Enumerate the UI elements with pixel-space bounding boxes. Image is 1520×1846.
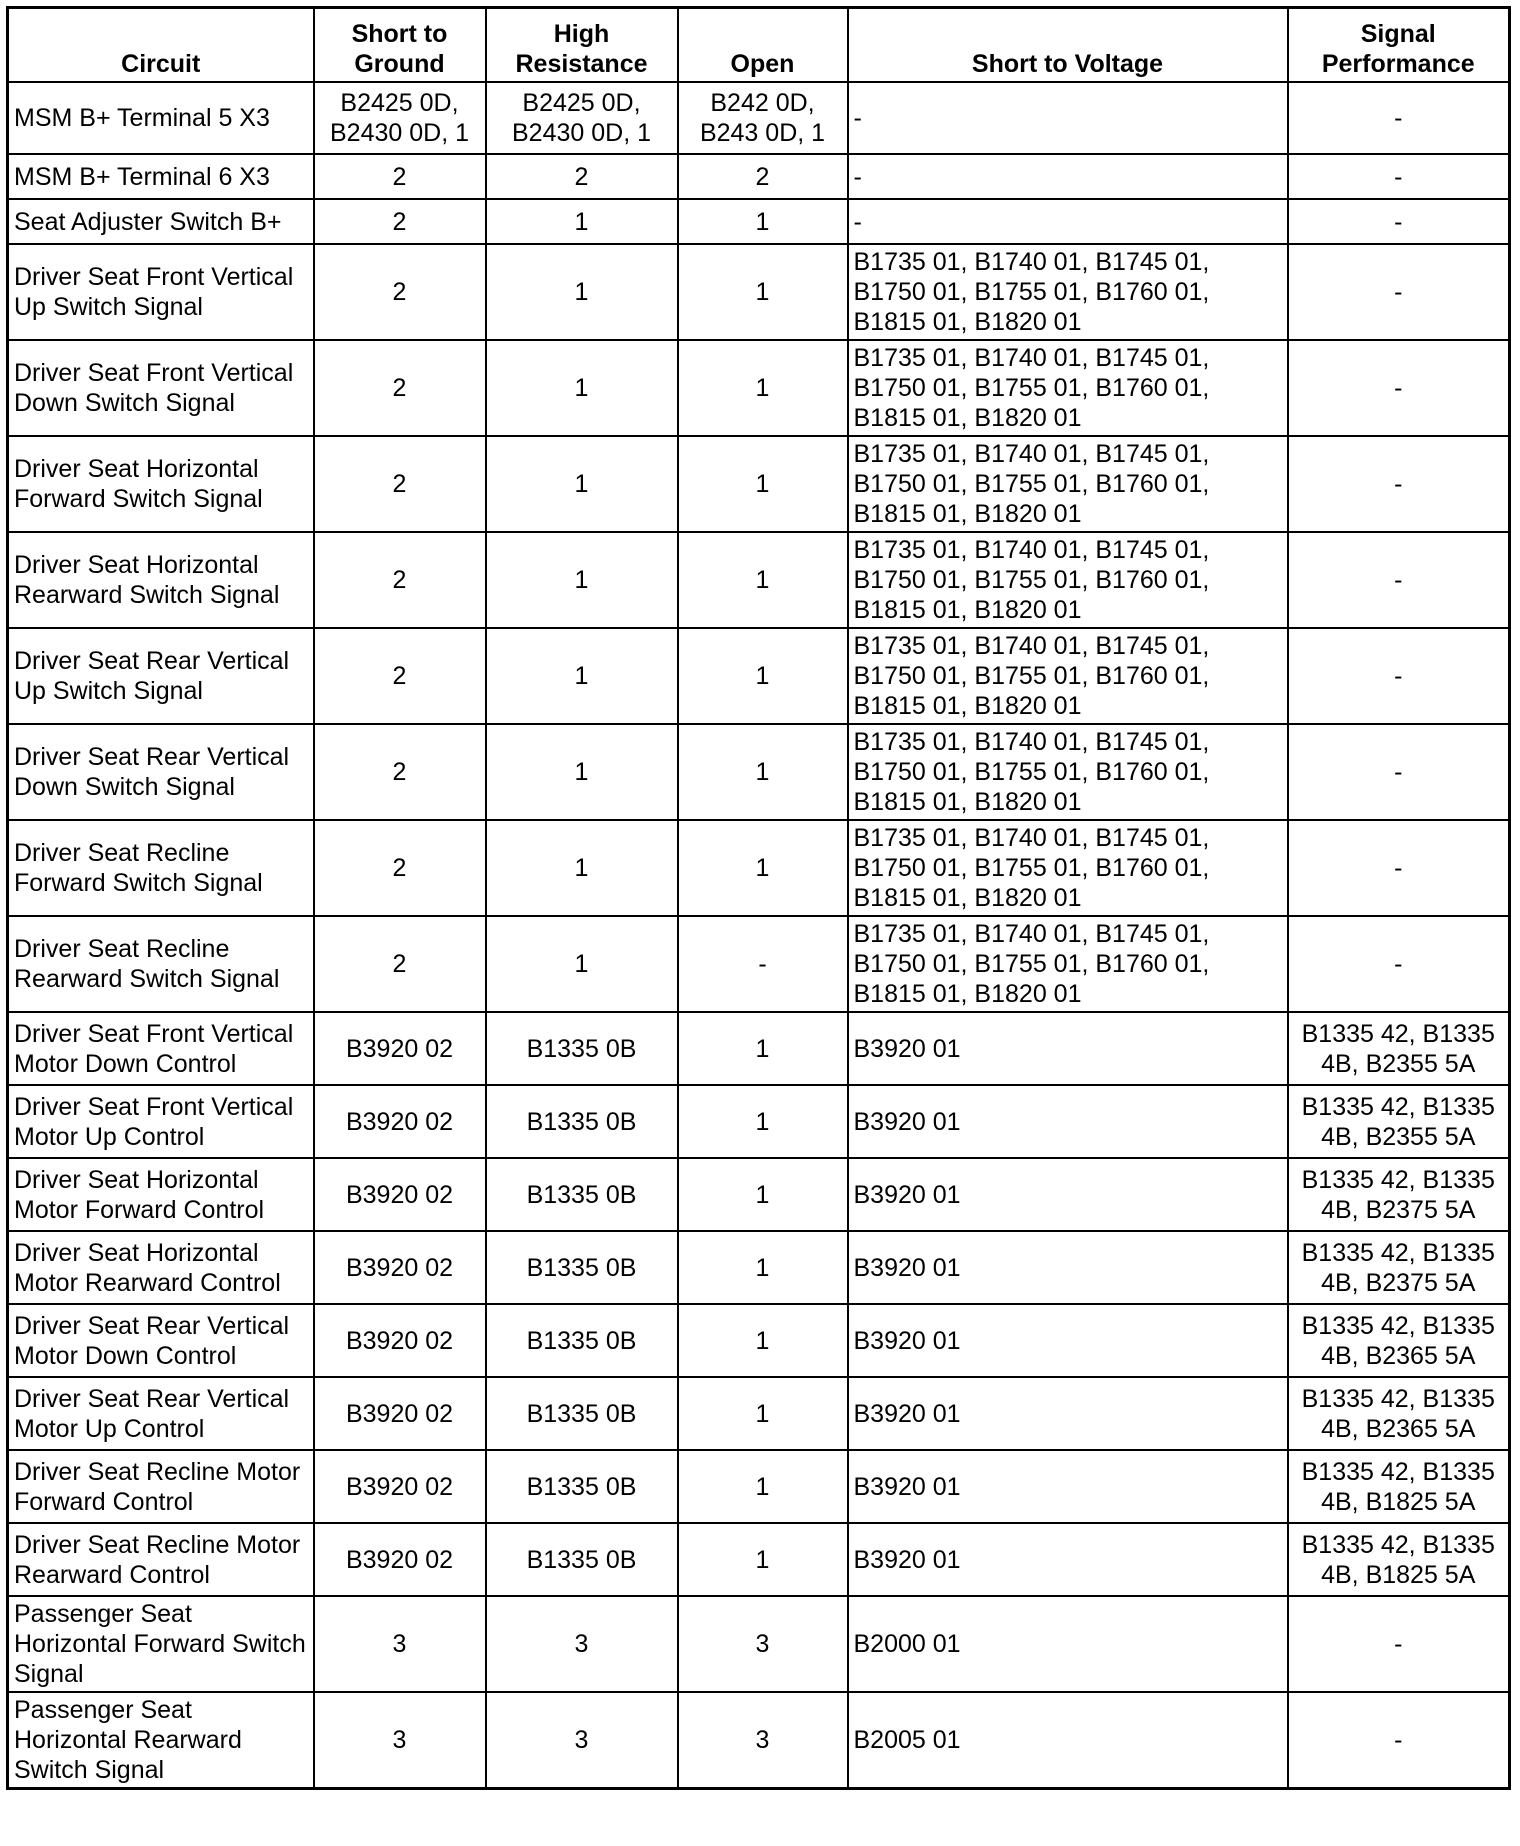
cell-high-resistance: 3 — [486, 1692, 678, 1788]
table-header — [8, 8, 1510, 83]
table-row — [8, 1692, 1510, 1788]
cell-open: 1 — [678, 244, 848, 340]
cell-open: - — [678, 916, 848, 1012]
table-row — [8, 1085, 1510, 1158]
cell-high-resistance: B1335 0B — [486, 1012, 678, 1085]
cell-short-to-ground: 2 — [314, 820, 486, 916]
cell-circuit: MSM B+ Terminal 6 X3 — [8, 154, 314, 199]
cell-high-resistance: 1 — [486, 628, 678, 724]
cell-high-resistance: 1 — [486, 916, 678, 1012]
cell-circuit: Driver Seat Recline Motor Rearward Control — [8, 1523, 314, 1596]
table-row — [8, 244, 1510, 340]
table-row — [8, 916, 1510, 1012]
cell-circuit: Driver Seat Horizontal Motor Rearward Control — [8, 1231, 314, 1304]
cell-short-to-voltage: B3920 01 — [848, 1085, 1288, 1158]
cell-high-resistance: 1 — [486, 820, 678, 916]
cell-signal-performance: - — [1288, 820, 1510, 916]
cell-short-to-voltage: B1735 01, B1740 01, B1745 01, B1750 01, B1755 01, B1760 01, B1815 01, B1820 01 — [848, 244, 1288, 340]
cell-high-resistance: B1335 0B — [486, 1085, 678, 1158]
header-open: Open — [678, 8, 848, 83]
cell-short-to-voltage: B1735 01, B1740 01, B1745 01, B1750 01, B1755 01, B1760 01, B1815 01, B1820 01 — [848, 340, 1288, 436]
cell-high-resistance: 1 — [486, 724, 678, 820]
cell-short-to-voltage: B1735 01, B1740 01, B1745 01, B1750 01, B1755 01, B1760 01, B1815 01, B1820 01 — [848, 820, 1288, 916]
cell-signal-performance: - — [1288, 82, 1510, 154]
table-row — [8, 199, 1510, 244]
cell-short-to-ground: 2 — [314, 916, 486, 1012]
cell-high-resistance: B1335 0B — [486, 1377, 678, 1450]
cell-signal-performance: - — [1288, 1692, 1510, 1788]
table-row — [8, 1596, 1510, 1692]
cell-short-to-ground: B3920 02 — [314, 1377, 486, 1450]
cell-circuit: Driver Seat Horizontal Motor Forward Control — [8, 1158, 314, 1231]
table-row — [8, 436, 1510, 532]
cell-short-to-voltage: B3920 01 — [848, 1523, 1288, 1596]
cell-short-to-ground: 2 — [314, 628, 486, 724]
cell-open: 1 — [678, 1523, 848, 1596]
cell-open: 1 — [678, 1450, 848, 1523]
cell-short-to-voltage: - — [848, 199, 1288, 244]
cell-circuit: Passenger Seat Horizontal Rearward Switch Signal — [8, 1692, 314, 1788]
cell-signal-performance: B1335 42, B1335 4B, B2375 5A — [1288, 1158, 1510, 1231]
table-row — [8, 340, 1510, 436]
cell-open: 1 — [678, 436, 848, 532]
cell-signal-performance: B1335 42, B1335 4B, B2365 5A — [1288, 1304, 1510, 1377]
cell-short-to-voltage: B1735 01, B1740 01, B1745 01, B1750 01, B1755 01, B1760 01, B1815 01, B1820 01 — [848, 436, 1288, 532]
cell-short-to-ground: 2 — [314, 154, 486, 199]
table-row — [8, 628, 1510, 724]
cell-short-to-voltage: B2005 01 — [848, 1692, 1288, 1788]
cell-circuit: Driver Seat Rear Vertical Motor Down Control — [8, 1304, 314, 1377]
table-row — [8, 82, 1510, 154]
table-row — [8, 1450, 1510, 1523]
cell-high-resistance: B1335 0B — [486, 1523, 678, 1596]
cell-open: 1 — [678, 1012, 848, 1085]
cell-circuit: Driver Seat Horizontal Rearward Switch Signal — [8, 532, 314, 628]
cell-circuit: Driver Seat Front Vertical Down Switch Signal — [8, 340, 314, 436]
cell-open: 2 — [678, 154, 848, 199]
cell-circuit: Driver Seat Front Vertical Motor Down Control — [8, 1012, 314, 1085]
cell-short-to-ground: 2 — [314, 199, 486, 244]
cell-open: 1 — [678, 199, 848, 244]
cell-short-to-voltage: B3920 01 — [848, 1304, 1288, 1377]
cell-signal-performance: B1335 42, B1335 4B, B2375 5A — [1288, 1231, 1510, 1304]
cell-open: B242 0D, B243 0D, 1 — [678, 82, 848, 154]
cell-open: 1 — [678, 1085, 848, 1158]
table-body — [8, 82, 1510, 1788]
cell-short-to-ground: B3920 02 — [314, 1231, 486, 1304]
table-row — [8, 1158, 1510, 1231]
cell-open: 1 — [678, 1377, 848, 1450]
cell-signal-performance: - — [1288, 244, 1510, 340]
cell-short-to-voltage: B3920 01 — [848, 1231, 1288, 1304]
header-short-to-voltage: Short to Voltage — [848, 8, 1288, 83]
cell-open: 1 — [678, 532, 848, 628]
table-row — [8, 532, 1510, 628]
cell-open: 1 — [678, 1158, 848, 1231]
cell-open: 1 — [678, 1304, 848, 1377]
cell-signal-performance: - — [1288, 532, 1510, 628]
cell-short-to-voltage: B1735 01, B1740 01, B1745 01, B1750 01, B1755 01, B1760 01, B1815 01, B1820 01 — [848, 916, 1288, 1012]
cell-circuit: Driver Seat Front Vertical Up Switch Signal — [8, 244, 314, 340]
cell-high-resistance: B1335 0B — [486, 1158, 678, 1231]
cell-signal-performance: - — [1288, 154, 1510, 199]
cell-short-to-ground: B3920 02 — [314, 1523, 486, 1596]
cell-short-to-ground: B2425 0D, B2430 0D, 1 — [314, 82, 486, 154]
cell-high-resistance: 1 — [486, 532, 678, 628]
cell-high-resistance: B1335 0B — [486, 1304, 678, 1377]
cell-high-resistance: 1 — [486, 340, 678, 436]
cell-signal-performance: B1335 42, B1335 4B, B2365 5A — [1288, 1377, 1510, 1450]
header-high-resistance: High Resistance — [486, 8, 678, 83]
cell-circuit: MSM B+ Terminal 5 X3 — [8, 82, 314, 154]
cell-signal-performance: - — [1288, 199, 1510, 244]
cell-short-to-ground: B3920 02 — [314, 1450, 486, 1523]
cell-open: 1 — [678, 1231, 848, 1304]
cell-high-resistance: 1 — [486, 199, 678, 244]
header-signal-performance: Signal Performance — [1288, 8, 1510, 83]
cell-circuit: Driver Seat Rear Vertical Motor Up Control — [8, 1377, 314, 1450]
cell-circuit: Driver Seat Front Vertical Motor Up Control — [8, 1085, 314, 1158]
cell-open: 1 — [678, 628, 848, 724]
header-short-to-ground: Short to Ground — [314, 8, 486, 83]
cell-short-to-voltage: - — [848, 154, 1288, 199]
cell-short-to-ground: B3920 02 — [314, 1158, 486, 1231]
cell-circuit: Driver Seat Rear Vertical Up Switch Signal — [8, 628, 314, 724]
cell-circuit: Driver Seat Recline Forward Switch Signal — [8, 820, 314, 916]
table-row — [8, 1523, 1510, 1596]
cell-short-to-voltage: B3920 01 — [848, 1012, 1288, 1085]
cell-short-to-ground: 2 — [314, 340, 486, 436]
cell-open: 1 — [678, 340, 848, 436]
cell-short-to-voltage: B3920 01 — [848, 1450, 1288, 1523]
cell-circuit: Driver Seat Rear Vertical Down Switch Signal — [8, 724, 314, 820]
cell-circuit: Seat Adjuster Switch B+ — [8, 199, 314, 244]
cell-signal-performance: - — [1288, 628, 1510, 724]
table-row — [8, 1377, 1510, 1450]
header-row — [8, 8, 1510, 83]
cell-signal-performance: - — [1288, 340, 1510, 436]
cell-short-to-ground: B3920 02 — [314, 1012, 486, 1085]
cell-short-to-voltage: - — [848, 82, 1288, 154]
cell-high-resistance: 2 — [486, 154, 678, 199]
cell-short-to-ground: 2 — [314, 244, 486, 340]
table-row — [8, 820, 1510, 916]
cell-short-to-ground: 3 — [314, 1692, 486, 1788]
cell-short-to-ground: 3 — [314, 1596, 486, 1692]
cell-circuit: Driver Seat Recline Motor Forward Control — [8, 1450, 314, 1523]
cell-signal-performance: B1335 42, B1335 4B, B1825 5A — [1288, 1523, 1510, 1596]
cell-circuit: Driver Seat Horizontal Forward Switch Signal — [8, 436, 314, 532]
cell-short-to-voltage: B2000 01 — [848, 1596, 1288, 1692]
cell-signal-performance: B1335 42, B1335 4B, B2355 5A — [1288, 1085, 1510, 1158]
cell-open: 1 — [678, 820, 848, 916]
cell-short-to-ground: 2 — [314, 436, 486, 532]
cell-high-resistance: B1335 0B — [486, 1231, 678, 1304]
cell-signal-performance: - — [1288, 436, 1510, 532]
circuit-dtc-table — [6, 6, 1511, 1790]
table-row — [8, 154, 1510, 199]
cell-open: 3 — [678, 1692, 848, 1788]
cell-short-to-voltage: B1735 01, B1740 01, B1745 01, B1750 01, B1755 01, B1760 01, B1815 01, B1820 01 — [848, 724, 1288, 820]
cell-short-to-voltage: B3920 01 — [848, 1158, 1288, 1231]
cell-open: 1 — [678, 724, 848, 820]
cell-short-to-ground: 2 — [314, 724, 486, 820]
cell-short-to-voltage: B1735 01, B1740 01, B1745 01, B1750 01, B1755 01, B1760 01, B1815 01, B1820 01 — [848, 628, 1288, 724]
cell-signal-performance: - — [1288, 916, 1510, 1012]
cell-high-resistance: 1 — [486, 436, 678, 532]
cell-signal-performance: B1335 42, B1335 4B, B2355 5A — [1288, 1012, 1510, 1085]
cell-high-resistance: 3 — [486, 1596, 678, 1692]
cell-short-to-ground: B3920 02 — [314, 1304, 486, 1377]
table-row — [8, 724, 1510, 820]
cell-short-to-voltage: B1735 01, B1740 01, B1745 01, B1750 01, B1755 01, B1760 01, B1815 01, B1820 01 — [848, 532, 1288, 628]
header-circuit: Circuit — [8, 8, 314, 83]
cell-short-to-ground: B3920 02 — [314, 1085, 486, 1158]
cell-short-to-ground: 2 — [314, 532, 486, 628]
cell-high-resistance: B1335 0B — [486, 1450, 678, 1523]
cell-circuit: Driver Seat Recline Rearward Switch Signal — [8, 916, 314, 1012]
table-row — [8, 1231, 1510, 1304]
table-row — [8, 1304, 1510, 1377]
cell-circuit: Passenger Seat Horizontal Forward Switch Signal — [8, 1596, 314, 1692]
table-row — [8, 1012, 1510, 1085]
cell-open: 3 — [678, 1596, 848, 1692]
cell-high-resistance: B2425 0D, B2430 0D, 1 — [486, 82, 678, 154]
cell-signal-performance: B1335 42, B1335 4B, B1825 5A — [1288, 1450, 1510, 1523]
cell-high-resistance: 1 — [486, 244, 678, 340]
cell-short-to-voltage: B3920 01 — [848, 1377, 1288, 1450]
cell-signal-performance: - — [1288, 724, 1510, 820]
cell-signal-performance: - — [1288, 1596, 1510, 1692]
